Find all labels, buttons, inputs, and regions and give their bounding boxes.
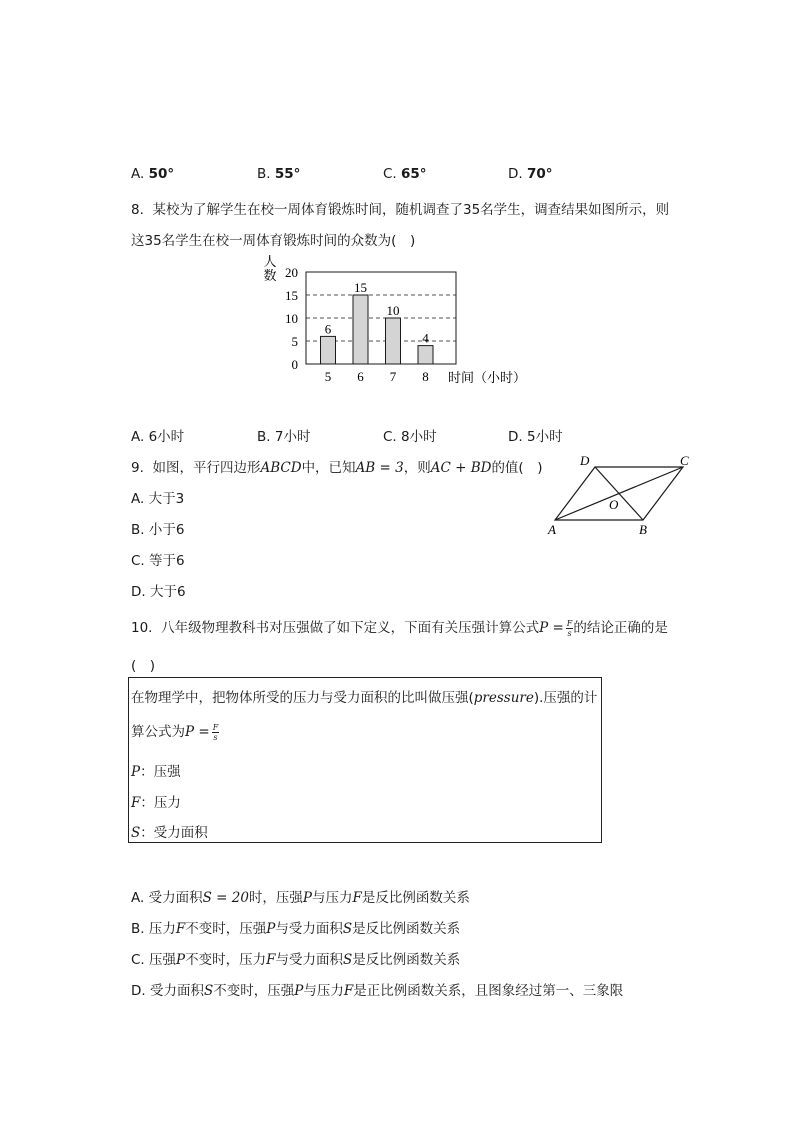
y-tick-label: 0: [291, 357, 298, 372]
x-axis-label: 时间（小时）: [448, 371, 527, 386]
data-label: 6: [324, 321, 332, 337]
definition-p: P：压强: [131, 764, 181, 780]
bar: [321, 336, 336, 364]
parallelogram-figure: [540, 452, 700, 542]
definition-line2: 算公式为P = $\frac{F}{s}$: [131, 722, 219, 742]
data-label: 15: [354, 280, 367, 295]
q8-stem-line2: 这35名学生在校一周体育锻炼时间的众数为( ): [131, 233, 416, 249]
definition-line1: 在物理学中，把物体所受的压力与受力面积的比叫做压强(pressure).压强的计: [131, 690, 598, 706]
bar-chart: [240, 252, 550, 392]
q10-stem-fraction: $\frac{F}{s}$: [566, 618, 573, 638]
y-tick-label: 5: [291, 334, 298, 349]
q7-option-b[interactable]: B. 55°: [257, 166, 301, 182]
bar: [418, 346, 433, 364]
y-tick-label: 15: [285, 288, 298, 303]
q7-option-a[interactable]: A. 50°: [131, 166, 175, 182]
q8-stem-line1: 8. 某校为了解学生在校一周体育锻炼时间，随机调查了35名学生，调查结果如图所示，则: [131, 202, 670, 218]
q9-option-b[interactable]: B. 小于6: [131, 522, 185, 538]
q10-option-a[interactable]: A. 受力面积S = 20时，压强P与压力F是反比例函数关系: [131, 890, 470, 906]
data-label: 4: [422, 330, 429, 346]
bar: [353, 295, 368, 364]
q9-option-d[interactable]: D. 大于6: [131, 584, 186, 600]
x-tick-label: 6: [357, 369, 364, 384]
q9-stem: 9. 如图，平行四边形ABCD中，已知AB = 3，则AC + BD的值( ): [131, 460, 543, 476]
definition-box: [128, 677, 602, 843]
x-tick-label: 7: [389, 369, 397, 384]
y-axis-label: 人: [263, 255, 277, 270]
q10-answer-paren: ( ): [131, 658, 156, 674]
q8-option-c[interactable]: C. 8小时: [383, 429, 437, 445]
label-b: B: [639, 522, 647, 537]
q7-option-d[interactable]: D. 70°: [508, 166, 553, 182]
y-tick-label: 10: [285, 311, 298, 326]
data-label: 10: [386, 303, 400, 318]
y-axis-label: 数: [263, 269, 277, 284]
q8-option-d[interactable]: D. 5小时: [508, 429, 563, 445]
definition-fraction: $\frac{F}{s}$: [212, 722, 219, 742]
q10-stem: 10. 八年级物理教科书对压强做了如下定义，下面有关压强计算公式P = $\frac{F}{s}$ 的结论正确的是: [131, 618, 668, 638]
definition-s: S：受力面积: [131, 825, 208, 841]
label-d: D: [580, 453, 590, 468]
bar: [386, 318, 401, 364]
definition-f: F：压力: [131, 795, 181, 811]
x-tick-label: 8: [422, 369, 429, 384]
label-o: O: [609, 497, 619, 512]
q9-option-c[interactable]: C. 等于6: [131, 553, 185, 569]
q10-option-b[interactable]: B. 压力F不变时，压强P与受力面积S是反比例函数关系: [131, 921, 461, 937]
q10-option-d[interactable]: D. 受力面积S不变时，压强P与压力F是正比例函数关系，且图象经过第一、三象限: [131, 983, 624, 999]
q7-option-c[interactable]: C. 65°: [383, 166, 427, 182]
q8-option-a[interactable]: A. 6小时: [131, 429, 185, 445]
y-tick-label: 20: [285, 265, 298, 280]
q8-option-b[interactable]: B. 7小时: [257, 429, 311, 445]
diagonal-bd: [595, 467, 643, 520]
label-a: A: [548, 522, 556, 537]
q9-option-a[interactable]: A. 大于3: [131, 491, 185, 507]
x-tick-label: 5: [324, 369, 332, 384]
q10-option-c[interactable]: C. 压强P不变时，压力F与受力面积S是反比例函数关系: [131, 952, 461, 968]
label-c: C: [680, 453, 689, 468]
